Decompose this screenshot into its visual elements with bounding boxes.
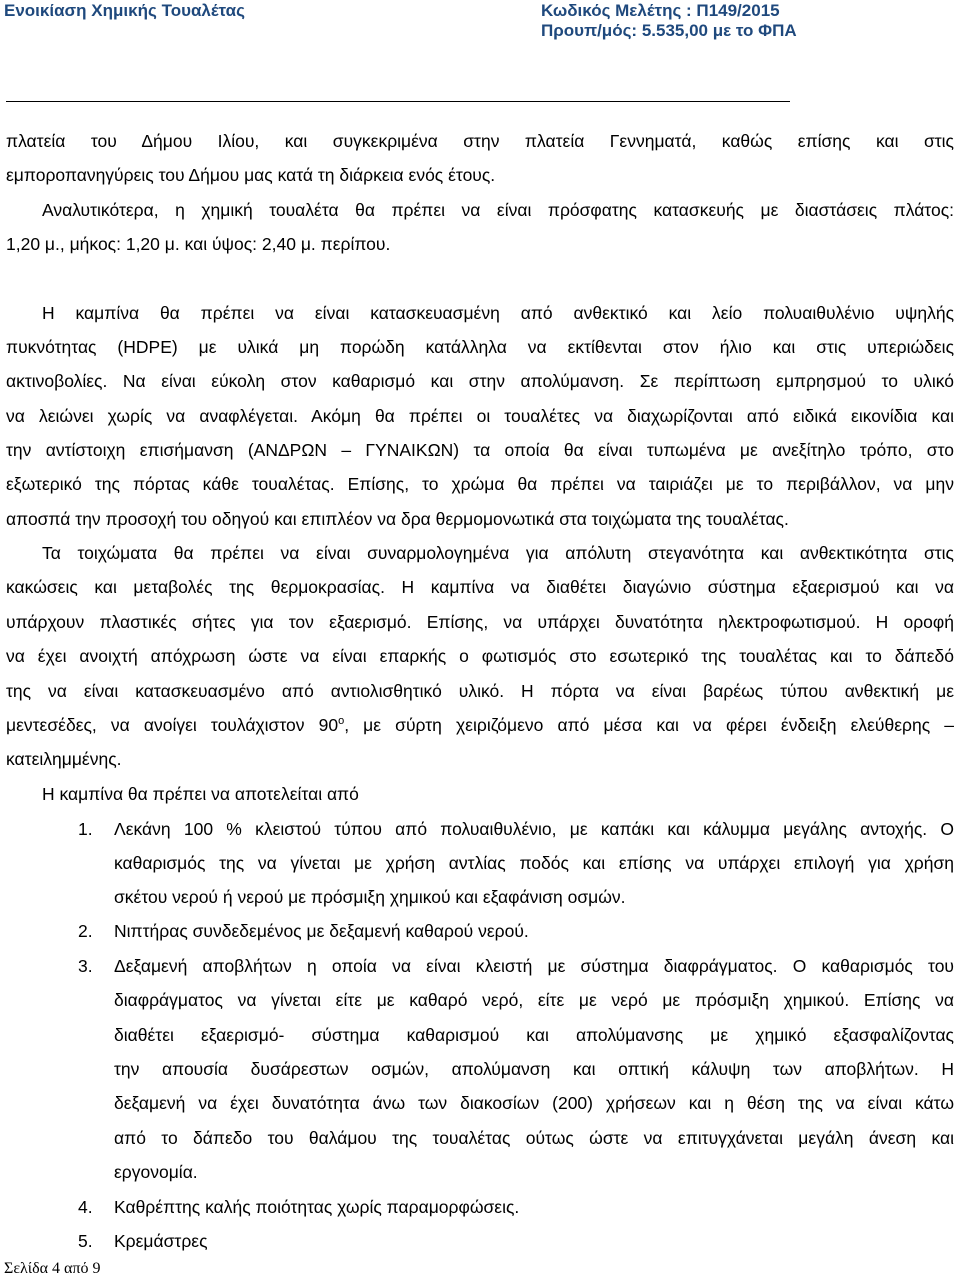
paragraph-line: εμποροπανηγύρεις του Δήμου μας κατά τη διάρκεια ενός έτους. xyxy=(6,165,496,185)
list-item-line: Καθρέπτης καλής ποιότητας χωρίς παραμορφώσεις. xyxy=(114,1197,520,1217)
list-item-line: διαφράγματος να γίνεται είτε με καθαρό νερό, είτε με νερό με πρόσμιξη χημικού. Επίσης να xyxy=(114,990,954,1010)
paragraph-line: Τα τοιχώματα θα πρέπει να είναι συναρμολογημένα για απόλυτη στεγανότητα και ανθεκτικότητα στις xyxy=(42,543,954,563)
list-item-number: 3. xyxy=(78,956,93,976)
paragraph-line: να λειώνει χωρίς να αναφλέγεται. Ακόμη θα πρέπει οι τουαλέτες να διαχωρίζονται από ειδικά εικονίδια και xyxy=(6,406,954,426)
list-item-line: καθαρισμός της να γίνεται με χρήση αντλίας ποδός και επίσης να υπάρχει επιλογή για χρήση xyxy=(114,853,954,873)
list-item-number: 4. xyxy=(78,1197,93,1217)
text-segment: , με σύρτη χειριζόμενο από μέσα και να φέρει ένδειξη ελεύθερης – xyxy=(344,715,955,735)
list-item-line: Λεκάνη 100 % κλειστού τύπου από πολυαιθυλένιο, με καπάκι και κάλυμμα μεγάλης αντοχής. Ο xyxy=(114,819,954,839)
list-item-number: 1. xyxy=(78,819,93,839)
paragraph-line: εξωτερικό της πόρτας κάθε τουαλέτας. Επίσης, το χρώμα θα πρέπει να ταιριάζει με το περιβάλλον, να μην xyxy=(6,474,954,494)
paragraph-line: πυκνότητας (HDPE) με υλικά μη πορώδη κατάλληλα να εκτίθενται στον ήλιο και στις υπεριώδεις xyxy=(6,337,954,357)
paragraph-line: κακώσεις και μεταβολές της θερμοκρασίας. Η καμπίνα να διαθέτει διαγώνιο σύστημα εξαερισμού και να xyxy=(6,577,954,597)
list-item-line: δεξαμενή να έχει δυνατότητα άνω των διακοσίων (200) χρήσεων και η θέση της να είναι κάτω xyxy=(114,1093,954,1113)
header-project-title: Ενοικίαση Χημικής Τουαλέτας xyxy=(4,1,245,20)
paragraph-line: Αναλυτικότερα, η χημική τουαλέτα θα πρέπει να είναι πρόσφατης κατασκευής με διαστάσεις πλάτος: xyxy=(42,200,954,220)
list-item-line: από το δάπεδο του θαλάμου της τουαλέτας ούτως ώστε να επιτυγχάνεται μεγάλη άνεση και xyxy=(114,1128,954,1148)
list-item-line: σκέτου νερού ή νερού με πρόσμιξη χημικού και εξαφάνιση οσμών. xyxy=(114,887,626,907)
paragraph-line: υπάρχουν πλαστικές σήτες για τον εξαερισμό. Επίσης, να υπάρχει δυνατότητα ηλεκτροφωτισμού. Η οροφή xyxy=(6,612,954,632)
paragraph-line: να έχει ανοιχτή απόχρωση ώστε να είναι επαρκής ο φωτισμός στο εσωτερικό της τουαλέτας και το δάπεδό xyxy=(6,646,954,666)
page-number-footer: Σελίδα 4 από 9 xyxy=(4,1260,101,1277)
text-segment: μεντεσέδες, να ανοίγει τουλάχιστον 90 xyxy=(6,715,339,735)
list-item-line: Κρεμάστρες xyxy=(114,1231,208,1251)
paragraph-line: κατειλημμένης. xyxy=(6,749,122,769)
list-item-number: 2. xyxy=(78,921,93,941)
list-item-line: διαθέτει εξαερισμό- σύστημα καθαρισμού και απολύμανσης με χημικό εξασφαλίζοντας xyxy=(114,1025,954,1045)
paragraph-line: 1,20 μ., μήκος: 1,20 μ. και ύψος: 2,40 μ. περίπου. xyxy=(6,234,391,254)
paragraph-line: την αντίστοιχη επισήμανση (ΑΝΔΡΩΝ – ΓΥΝΑΙΚΩΝ) τα οποία θα είναι τυπωμένα με ανεξίτηλο τρόπο, στο xyxy=(6,440,954,460)
list-item-line: εργονομία. xyxy=(114,1162,198,1182)
paragraph-line: ακτινοβολίες. Να είναι εύκολη στον καθαρισμό και στην απολύμανση. Σε περίπτωση εμπρησμού το υλικό xyxy=(6,371,954,391)
paragraph-line: Η καμπίνα θα πρέπει να είναι κατασκευασμένη από ανθεκτικό και λείο πολυαιθυλένιο υψηλής xyxy=(42,303,954,323)
paragraph-line: της να είναι κατασκευασμένο από αντιολισθητικό υλικό. Η πόρτα να είναι βαρέως τύπου ανθεκτική με xyxy=(6,681,954,701)
list-item-number: 5. xyxy=(78,1231,93,1251)
list-item-line: Νιπτήρας συνδεδεμένος με δεξαμενή καθαρού νερού. xyxy=(114,921,529,941)
paragraph-line: Η καμπίνα θα πρέπει να αποτελείται από xyxy=(42,784,359,804)
degree-superscript: o xyxy=(338,715,345,727)
paragraph-line: πλατεία του Δήμου Ιλίου, και συγκεκριμένα στην πλατεία Γεννηματά, καθώς επίσης και στις xyxy=(6,131,954,151)
list-item-line: την απουσία δυσάρεστων οσμών, απολύμανση και οπτική κάλυψη των αποβλήτων. Η xyxy=(114,1059,954,1079)
header-divider xyxy=(6,101,790,102)
header-budget: Προυπ/μός: 5.535,00 με το ΦΠΑ xyxy=(541,21,797,40)
paragraph-line: αποσπά την προσοχή του οδηγού και επιπλέον να δρα θερμομονωτικά στα τοιχώματα της τουαλέτας. xyxy=(6,509,789,529)
list-item-line: Δεξαμενή αποβλήτων η οποία να είναι κλειστή με σύστημα διαφράγματος. Ο καθαρισμός του xyxy=(114,956,954,976)
header-study-code: Κωδικός Μελέτης : Π149/2015 xyxy=(541,1,780,20)
paragraph-line-with-superscript xyxy=(6,708,954,742)
